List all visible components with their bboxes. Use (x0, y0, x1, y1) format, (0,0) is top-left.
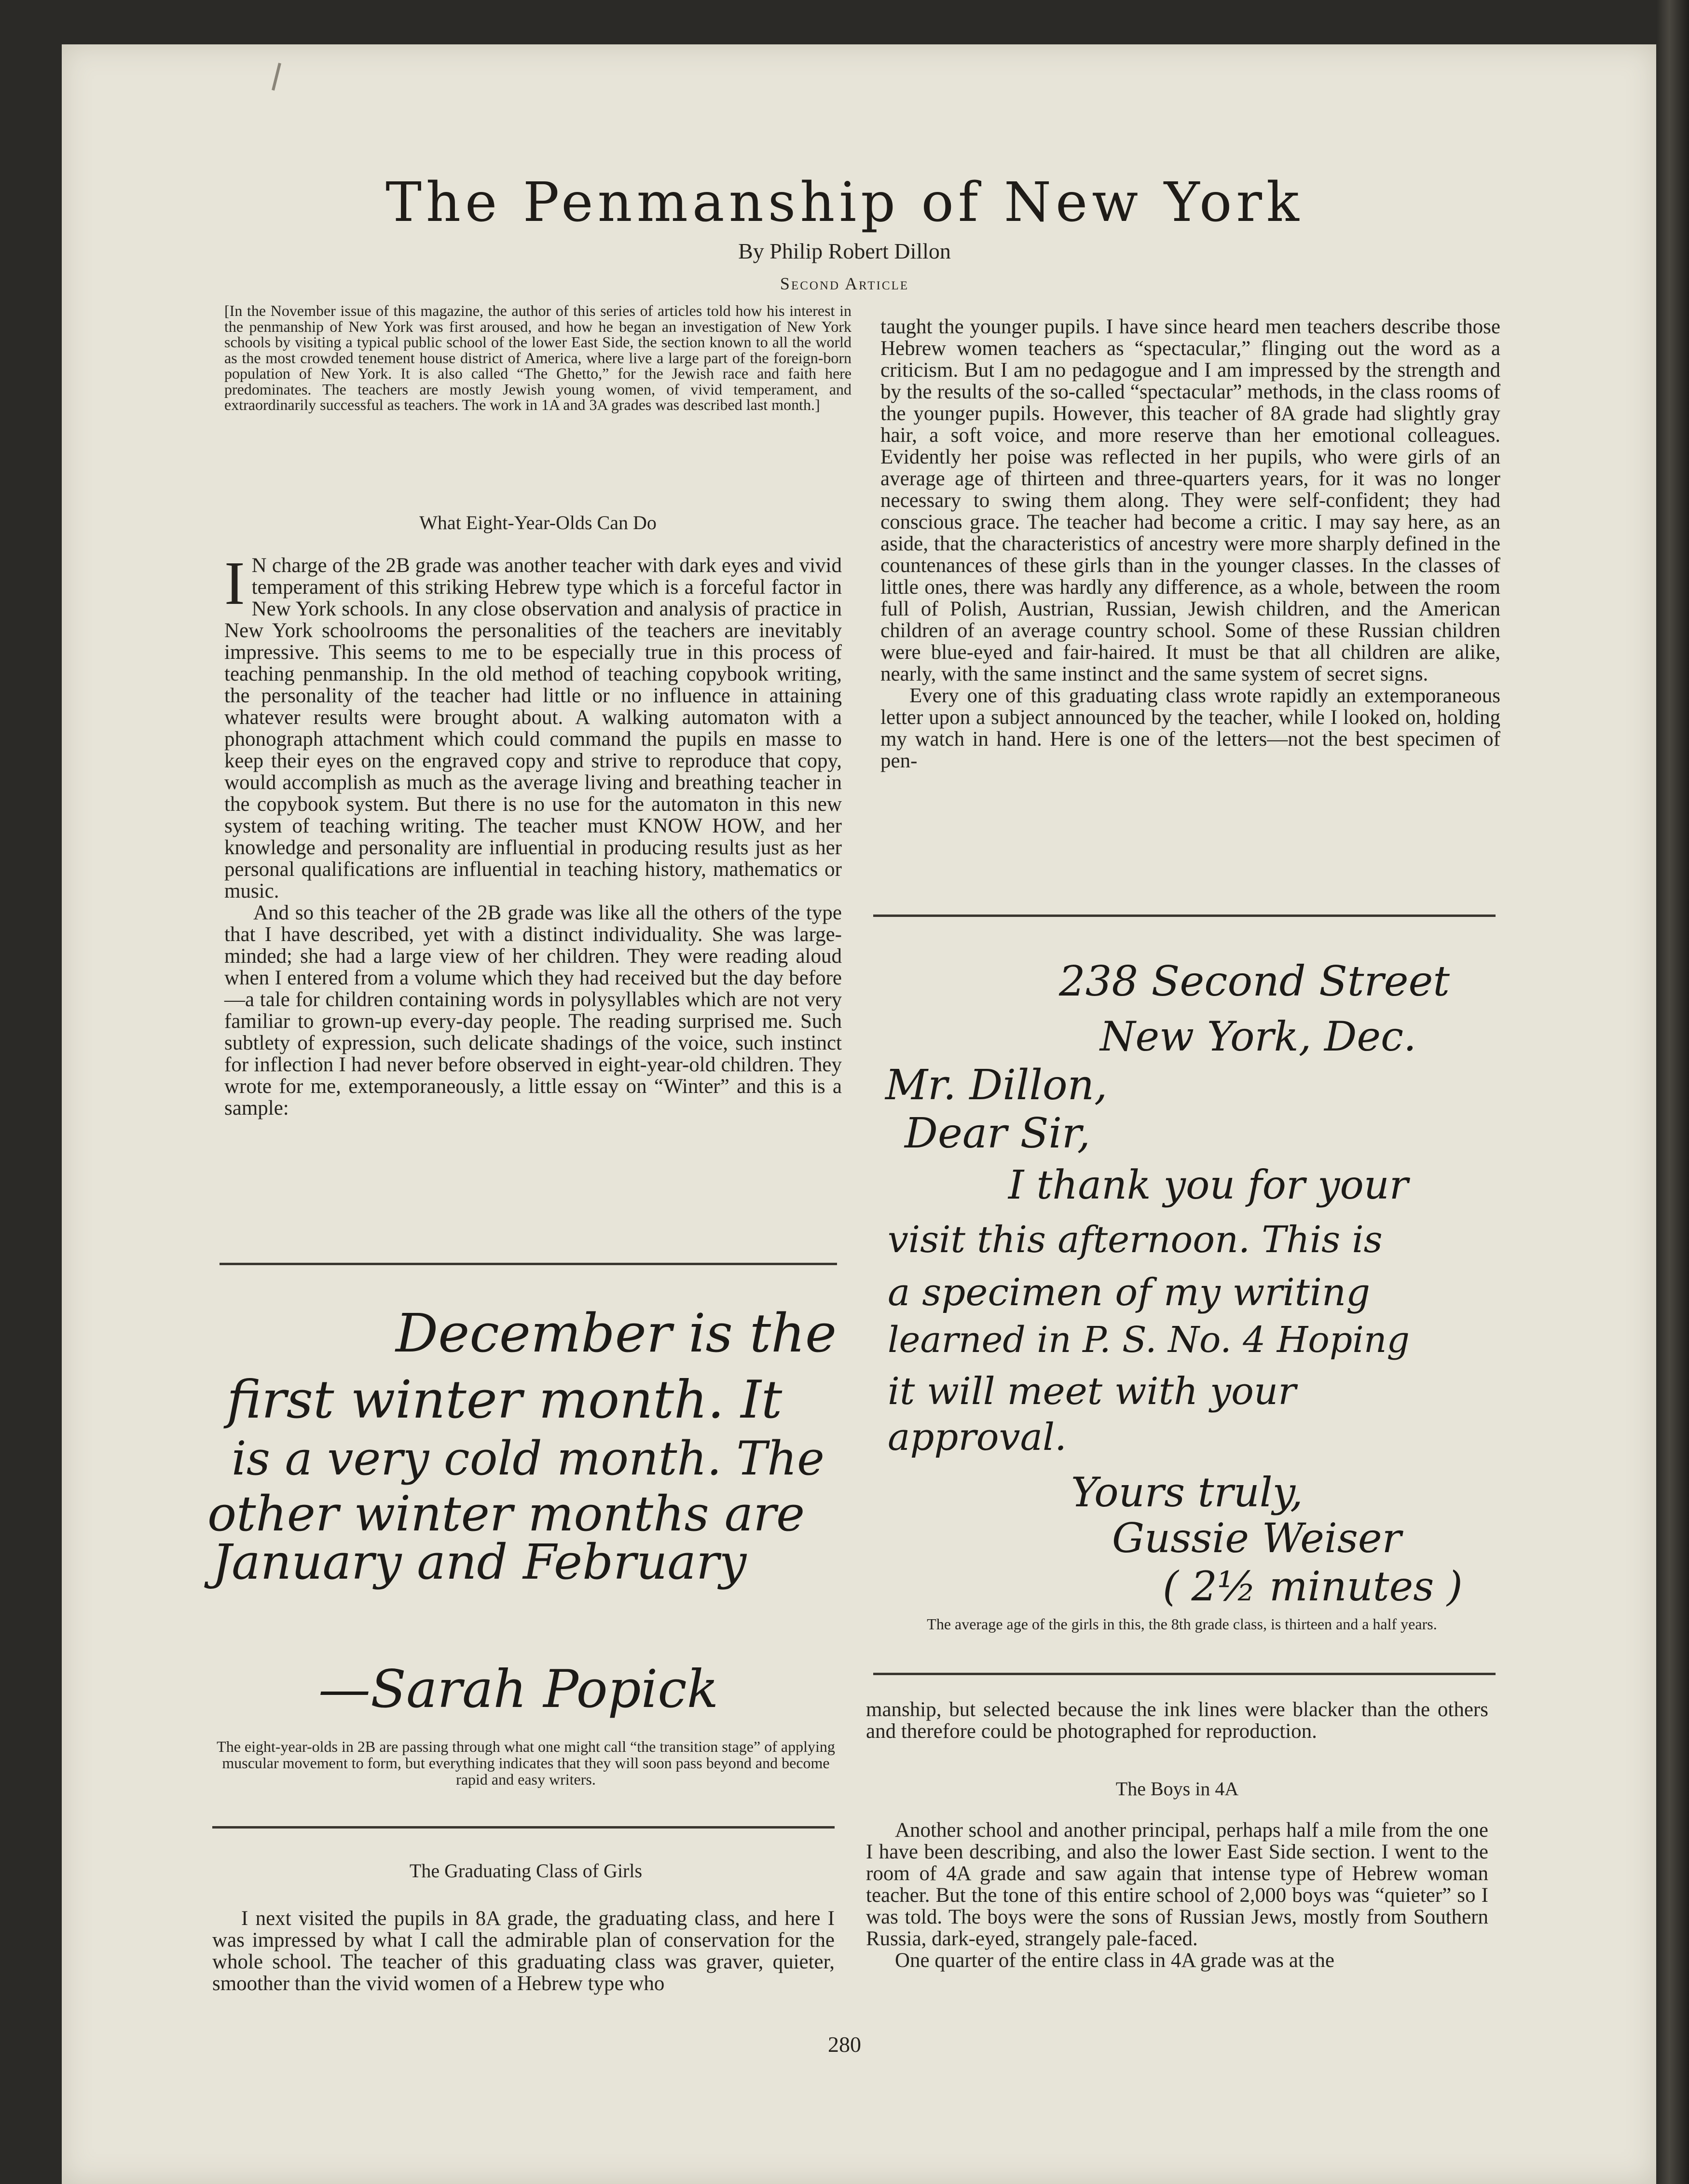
drop-cap: I (224, 549, 245, 617)
section-continuation-body (880, 316, 1500, 772)
divider (873, 1673, 1496, 1675)
handwriting-line: is a very cold month. The (232, 1432, 824, 1486)
article-part: Second Article (780, 274, 909, 293)
handwriting-signature: Gussie Weiser (1112, 1515, 1401, 1562)
divider (873, 915, 1496, 917)
handwriting-line: other winter months are (207, 1486, 805, 1542)
heading-graduating-class: The Graduating Class of Girls (409, 1860, 643, 1882)
handwriting-line: visit this afternoon. This is (888, 1218, 1383, 1261)
figure-caption-winter: The eight-year-olds in 2B are passing through what one might call “the transition stage” of applying muscular movement to form, but everything indicates that they will soon pass beyond and become rapid and easy writers. (217, 1738, 835, 1788)
section-graduating-class-body (212, 1908, 835, 1994)
paragraph: manship, but selected because the ink lines were blacker than the others and therefore could be photographed for reproduction. (866, 1698, 1488, 1743)
book-spine (1656, 0, 1689, 2184)
intro-note: [In the November issue of this magazine, the author of this series of articles told how his interest in the penmanship of New York was first aroused, and how he began an investigation of New York schools by visiting a typical public school of the lower East Side, the section known to all the world as the most crowded tenement house district of America, where live a large part of the foreign-born population of New York. It is also called “The Ghetto,” for the Jewish race and faith here predominates. The teachers are mostly Jewish young women, of vivid temperament, and extraordinarily successful as teachers. The work in 1A and 3A grades was described last month.] (224, 302, 851, 413)
figure-caption-letter: The average age of the girls in this, the 8th grade class, is thirteen and a half years. (927, 1615, 1437, 1633)
handwriting-line: approval. (888, 1416, 1067, 1459)
heading-eight-year-olds: What Eight-Year-Olds Can Do (419, 512, 657, 533)
handwriting-time: ( 2½ minutes ) (1163, 1563, 1463, 1610)
divider (220, 1263, 837, 1265)
handwriting-line: December is the (396, 1302, 837, 1364)
paragraph: One quarter of the entire class in 4A grade was at the (895, 1949, 1335, 1972)
article-title: The Penmanship of New York (385, 171, 1304, 234)
section-boys-4a-body (866, 1819, 1488, 1971)
section-continuation-end (866, 1699, 1488, 1742)
paragraph: Every one of this graduating class wrote rapidly an extemporaneous letter upon a subject announced by the teacher, while I looked on, holding my watch in hand. Here is one of the letters—not the best specimen of pen- (880, 684, 1500, 772)
paragraph: Another school and another principal, perhaps half a mile from the one I have been describing, and also the lower East Side section. I went to the room of 4A grade and saw again that intense type of Hebrew woman teacher. But the tone of this entire school of 2,000 boys was “quieter” so I was told. The boys were the sons of Russian Jews, mostly from Southern Russia, dark-eyed, strangely pale-faced. (866, 1819, 1488, 1950)
heading-boys-4a: The Boys in 4A (1115, 1778, 1239, 1800)
handwriting-line: it will meet with your (888, 1370, 1296, 1413)
page-number: 280 (828, 2032, 861, 2057)
handwriting-address: New York, Dec. (1100, 1013, 1416, 1060)
handwriting-line: I thank you for your (1008, 1162, 1408, 1208)
article-byline: By Philip Robert Dillon (738, 239, 951, 263)
handwriting-salutation: Dear Sir, (905, 1109, 1090, 1158)
paragraph: I N charge of the 2B grade was another teacher with dark eyes and vivid temperament of this striking Hebrew type which is a forceful factor in New York schools. In any close observation and analysis of practice in New York schoolrooms the personalities of the teachers are inevitably impressive. This seems to me to be especially true in this process of teaching penmanship. In the old method of teaching copybook writing, the personality of the teacher had little or no influence in attaining whatever results were brought about. A walking automaton with a phonograph attachment which could command the pupils en masse to keep their eyes on the engraved copy and strive to reproduce that copy, would accomplish as much as the average living and breathing teacher in the copybook system. But there is no use for the automaton in this new system of teaching writing. The teacher must KNOW HOW, and her knowledge and personality are influential in producing results just as her personal qualifications are influential in teaching history, mathematics or music. (224, 549, 842, 902)
handwriting-line: first winter month. It (227, 1370, 783, 1430)
handwriting-salutation: Mr. Dillon, (885, 1061, 1108, 1109)
section-eight-year-olds-body (224, 549, 842, 1119)
handwriting-line: January and February (212, 1534, 747, 1590)
paragraph: taught the younger pupils. I have since heard men teachers describe those Hebrew women teachers as “spectacular,” flinging out the word as a criticism. But I am no pedagogue and I am impressed by the strength and by the results of the so-called “spectacular” methods, in the class rooms of the younger pupils. However, this teacher of 8A grade had slightly gray hair, a soft voice, and more reserve than her emotional colleagues. Evidently her poise was reflected in her pupils, who were girls of an average age of thirteen and three-quarters years, for it was no longer necessary to swing them along. They were self-confident; they had conscious grace. The teacher had become a critic. I may say here, as an aside, that the characteristics of ancestry were more sharply defined in the countenances of these girls than in the younger classes. In the classes of little ones, there was hardly any difference, as a whole, between the room full of Polish, Austrian, Russian, Jewish children, and the American children of an average country school. Some of these Russian children were blue-eyed and fair-haired. It must be that all children are alike, nearly, with the same instinct and the same system of secret signs. (880, 315, 1500, 685)
handwriting-line: learned in P. S. No. 4 Hoping (888, 1319, 1410, 1361)
divider (212, 1826, 835, 1829)
handwriting-signature: —Sarah Popick (318, 1659, 719, 1720)
paragraph: I next visited the pupils in 8A grade, the graduating class, and here I was impressed by what I call the admirable plan of conservation for the whole school. The teacher of this graduating class was graver, quieter, smoother than the vivid women of a Hebrew type who (212, 1907, 835, 1995)
paragraph: And so this teacher of the 2B grade was like all the others of the type that I have described, yet with a distinct individuality. She was large-minded; she had a large view of her children. They were reading aloud when I entered from a volume which they had received but the day before—a tale for children containing words in polysyllables which are not very familiar to grown-up every-day people. The reading surprised me. Such subtlety of expression, such delicate shadings of the voice, such instinct for inflection I had never before observed in eight-year-old children. They wrote for me, extemporaneously, a little essay on “Winter” and this is a sample: (224, 901, 842, 1119)
handwriting-address: 238 Second Street (1059, 957, 1450, 1006)
handwriting-line: a specimen of my writing (888, 1271, 1371, 1314)
handwriting-closing: Yours truly, (1071, 1469, 1303, 1516)
